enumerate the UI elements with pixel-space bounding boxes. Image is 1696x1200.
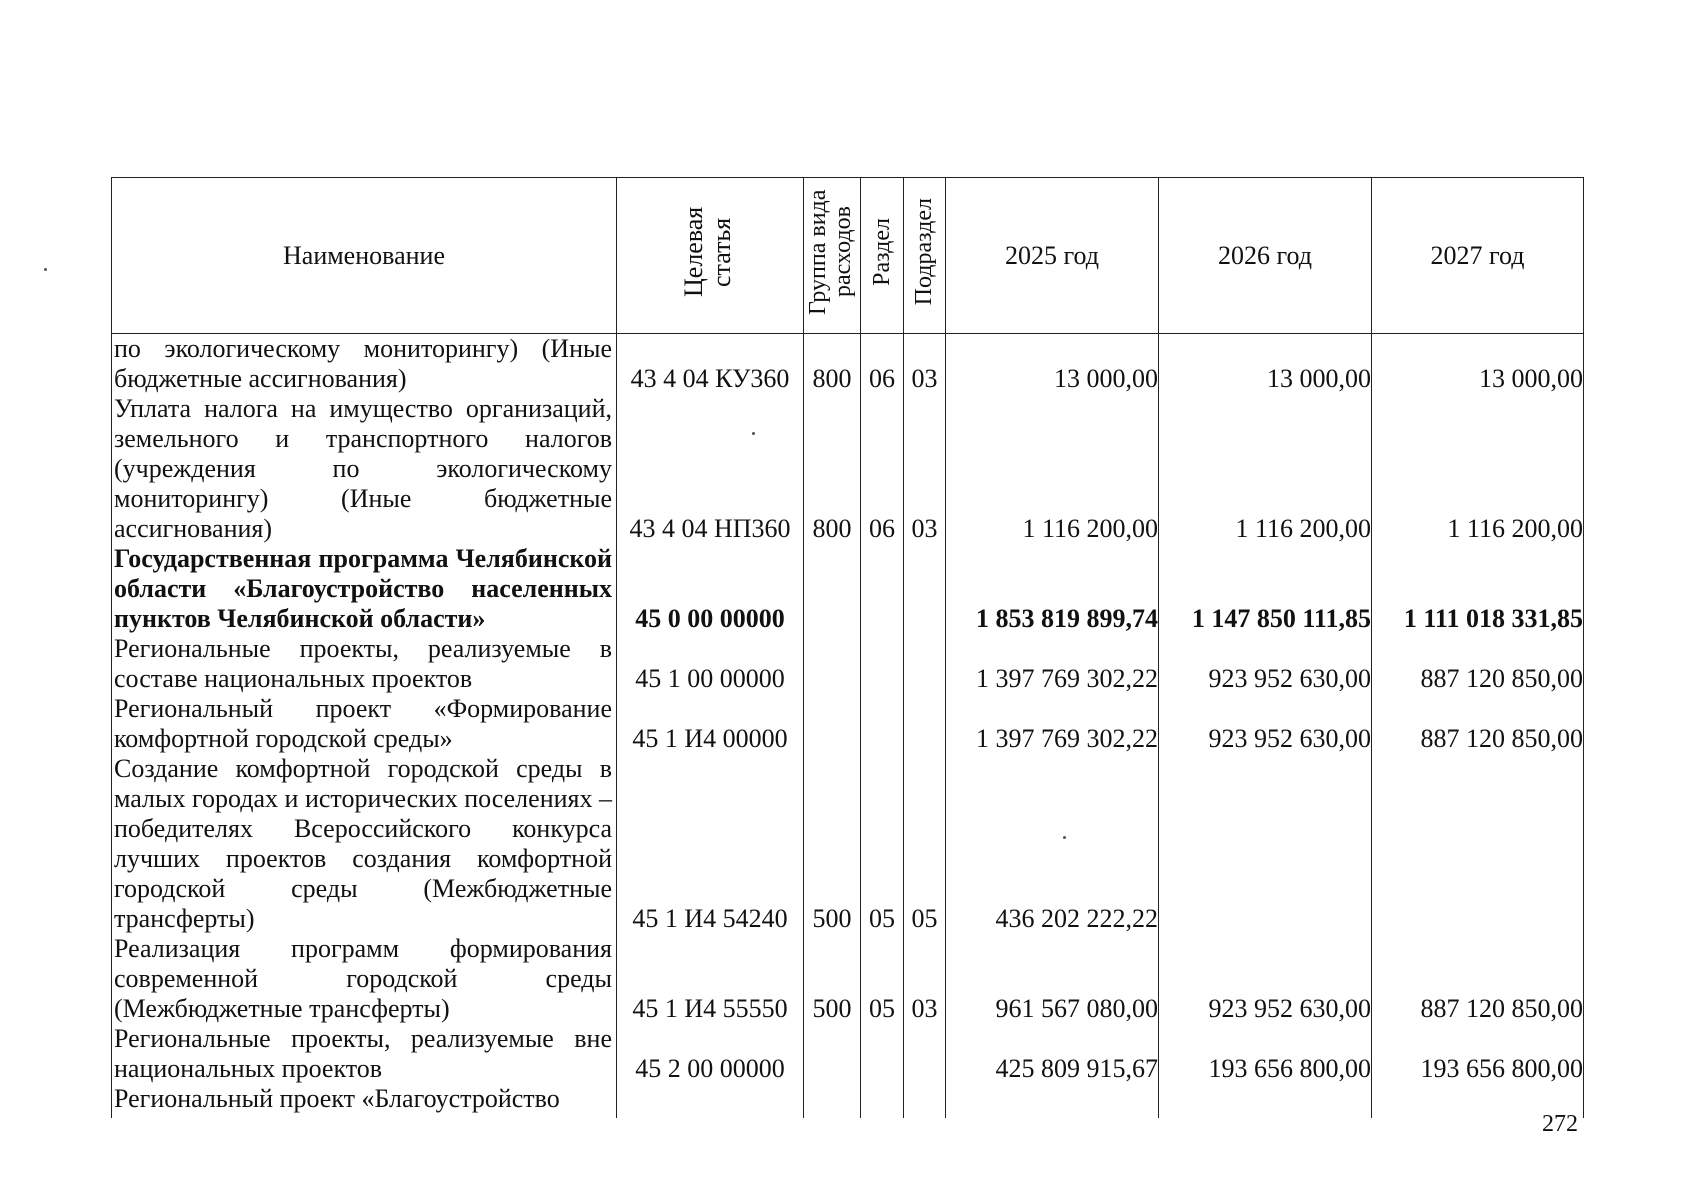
row-section: 06 [861,334,904,395]
header-name: Наименование [112,178,617,334]
scan-speck [752,432,755,435]
row-2025: 13 000,00 [946,334,1159,395]
row-2026: 923 952 630,00 [1159,934,1372,1024]
row-target: 45 0 00 00000 [617,544,804,634]
row-2025: 961 567 080,00 [946,934,1159,1024]
row-2025: 1 397 769 302,22 [946,694,1159,754]
row-subsection: 03 [904,934,946,1024]
page-number: 272 [1542,1111,1578,1137]
row-2026: 923 952 630,00 [1159,694,1372,754]
row-group [804,1024,861,1084]
header-section [861,178,904,334]
row-group [804,1084,861,1118]
table-row [112,544,1584,634]
row-2027: 887 120 850,00 [1372,634,1584,694]
row-2027: 887 120 850,00 [1372,934,1584,1024]
header-2025: 2025 год [946,178,1159,334]
row-2027: 1 111 018 331,85 [1372,544,1584,634]
table-row [112,334,1584,395]
row-target: 45 1 И4 55550 [617,934,804,1024]
row-group [804,694,861,754]
table-row [112,754,1584,934]
row-name: Региональный проект «Благоустройство [112,1084,617,1118]
row-subsection: 03 [904,334,946,395]
row-subsection [904,1084,946,1118]
header-group [804,178,861,334]
row-subsection: 05 [904,754,946,934]
row-subsection [904,1024,946,1084]
row-section [861,1084,904,1118]
table-row [112,634,1584,694]
row-2027: 1 116 200,00 [1372,394,1584,544]
row-2026 [1159,754,1372,934]
scan-speck [44,268,47,271]
row-section: 05 [861,754,904,934]
row-2026: 193 656 800,00 [1159,1024,1372,1084]
row-name: Региональные проекты, реализуемые в составе национальных проектов [112,634,617,694]
row-name: по экологическому мониторингу) (Иные бюджетные ассигнования) [112,334,617,395]
row-subsection: 03 [904,394,946,544]
scan-speck [1063,836,1066,839]
row-group [804,634,861,694]
row-target: 45 1 И4 00000 [617,694,804,754]
row-2027: 13 000,00 [1372,334,1584,395]
header-group-label: Группа вида расходов [805,189,856,315]
row-group: 500 [804,754,861,934]
table-row [112,1024,1584,1084]
row-name: Региональные проекты, реализуемые вне национальных проектов [112,1024,617,1084]
row-target: 45 1 И4 54240 [617,754,804,934]
header-section-label: Раздел [868,218,895,286]
row-2027 [1372,754,1584,934]
row-subsection [904,544,946,634]
row-subsection [904,634,946,694]
row-section [861,694,904,754]
row-2025: 1 397 769 302,22 [946,634,1159,694]
header-subsection [904,178,946,334]
row-2025: 425 809 915,67 [946,1024,1159,1084]
row-2026: 13 000,00 [1159,334,1372,395]
row-2025: 436 202 222,22 [946,754,1159,934]
row-name: Региональный проект «Формирование комфортной городской среды» [112,694,617,754]
row-2026: 1 147 850 111,85 [1159,544,1372,634]
header-2027: 2027 год [1372,178,1584,334]
row-target: 43 4 04 НП360 [617,394,804,544]
row-2027: 887 120 850,00 [1372,694,1584,754]
row-target [617,1084,804,1118]
header-target-label: Целевая статья [679,206,736,298]
budget-table [111,177,1584,1118]
header-2026: 2026 год [1159,178,1372,334]
table-row [112,1084,1584,1118]
row-section [861,1024,904,1084]
row-section: 06 [861,394,904,544]
row-2026 [1159,1084,1372,1118]
row-2025: 1 116 200,00 [946,394,1159,544]
row-name: Государственная программа Челябинской области «Благоустройство населенных пунктов Челябинской области» [112,544,617,634]
row-section: 05 [861,934,904,1024]
row-name: Создание комфортной городской среды в малых городах и исторических поселениях – победителях Всероссийского конкурса лучших проектов создания комфортной городской среды (Межбюджетные трансферты) [112,754,617,934]
header-target [617,178,804,334]
table-row [112,934,1584,1024]
row-section [861,634,904,694]
row-section [861,544,904,634]
row-name: Реализация программ формирования современной городской среды (Межбюджетные трансферты) [112,934,617,1024]
row-2025 [946,1084,1159,1118]
row-group: 800 [804,394,861,544]
row-2025: 1 853 819 899,74 [946,544,1159,634]
table-header-row [112,178,1584,334]
header-subsection-label: Подраздел [911,198,937,306]
row-target: 45 2 00 00000 [617,1024,804,1084]
row-group: 800 [804,334,861,395]
row-target: 43 4 04 КУ360 [617,334,804,395]
row-target: 45 1 00 00000 [617,634,804,694]
row-name: Уплата налога на имущество организаций, земельного и транспортного налогов (учреждения по экологическому мониторингу) (Иные бюджетные ассигнования) [112,394,617,544]
table-row [112,394,1584,544]
row-subsection [904,694,946,754]
table-row [112,694,1584,754]
row-2027: 193 656 800,00 [1372,1024,1584,1084]
row-2026: 923 952 630,00 [1159,634,1372,694]
row-2026: 1 116 200,00 [1159,394,1372,544]
row-group [804,544,861,634]
row-group: 500 [804,934,861,1024]
